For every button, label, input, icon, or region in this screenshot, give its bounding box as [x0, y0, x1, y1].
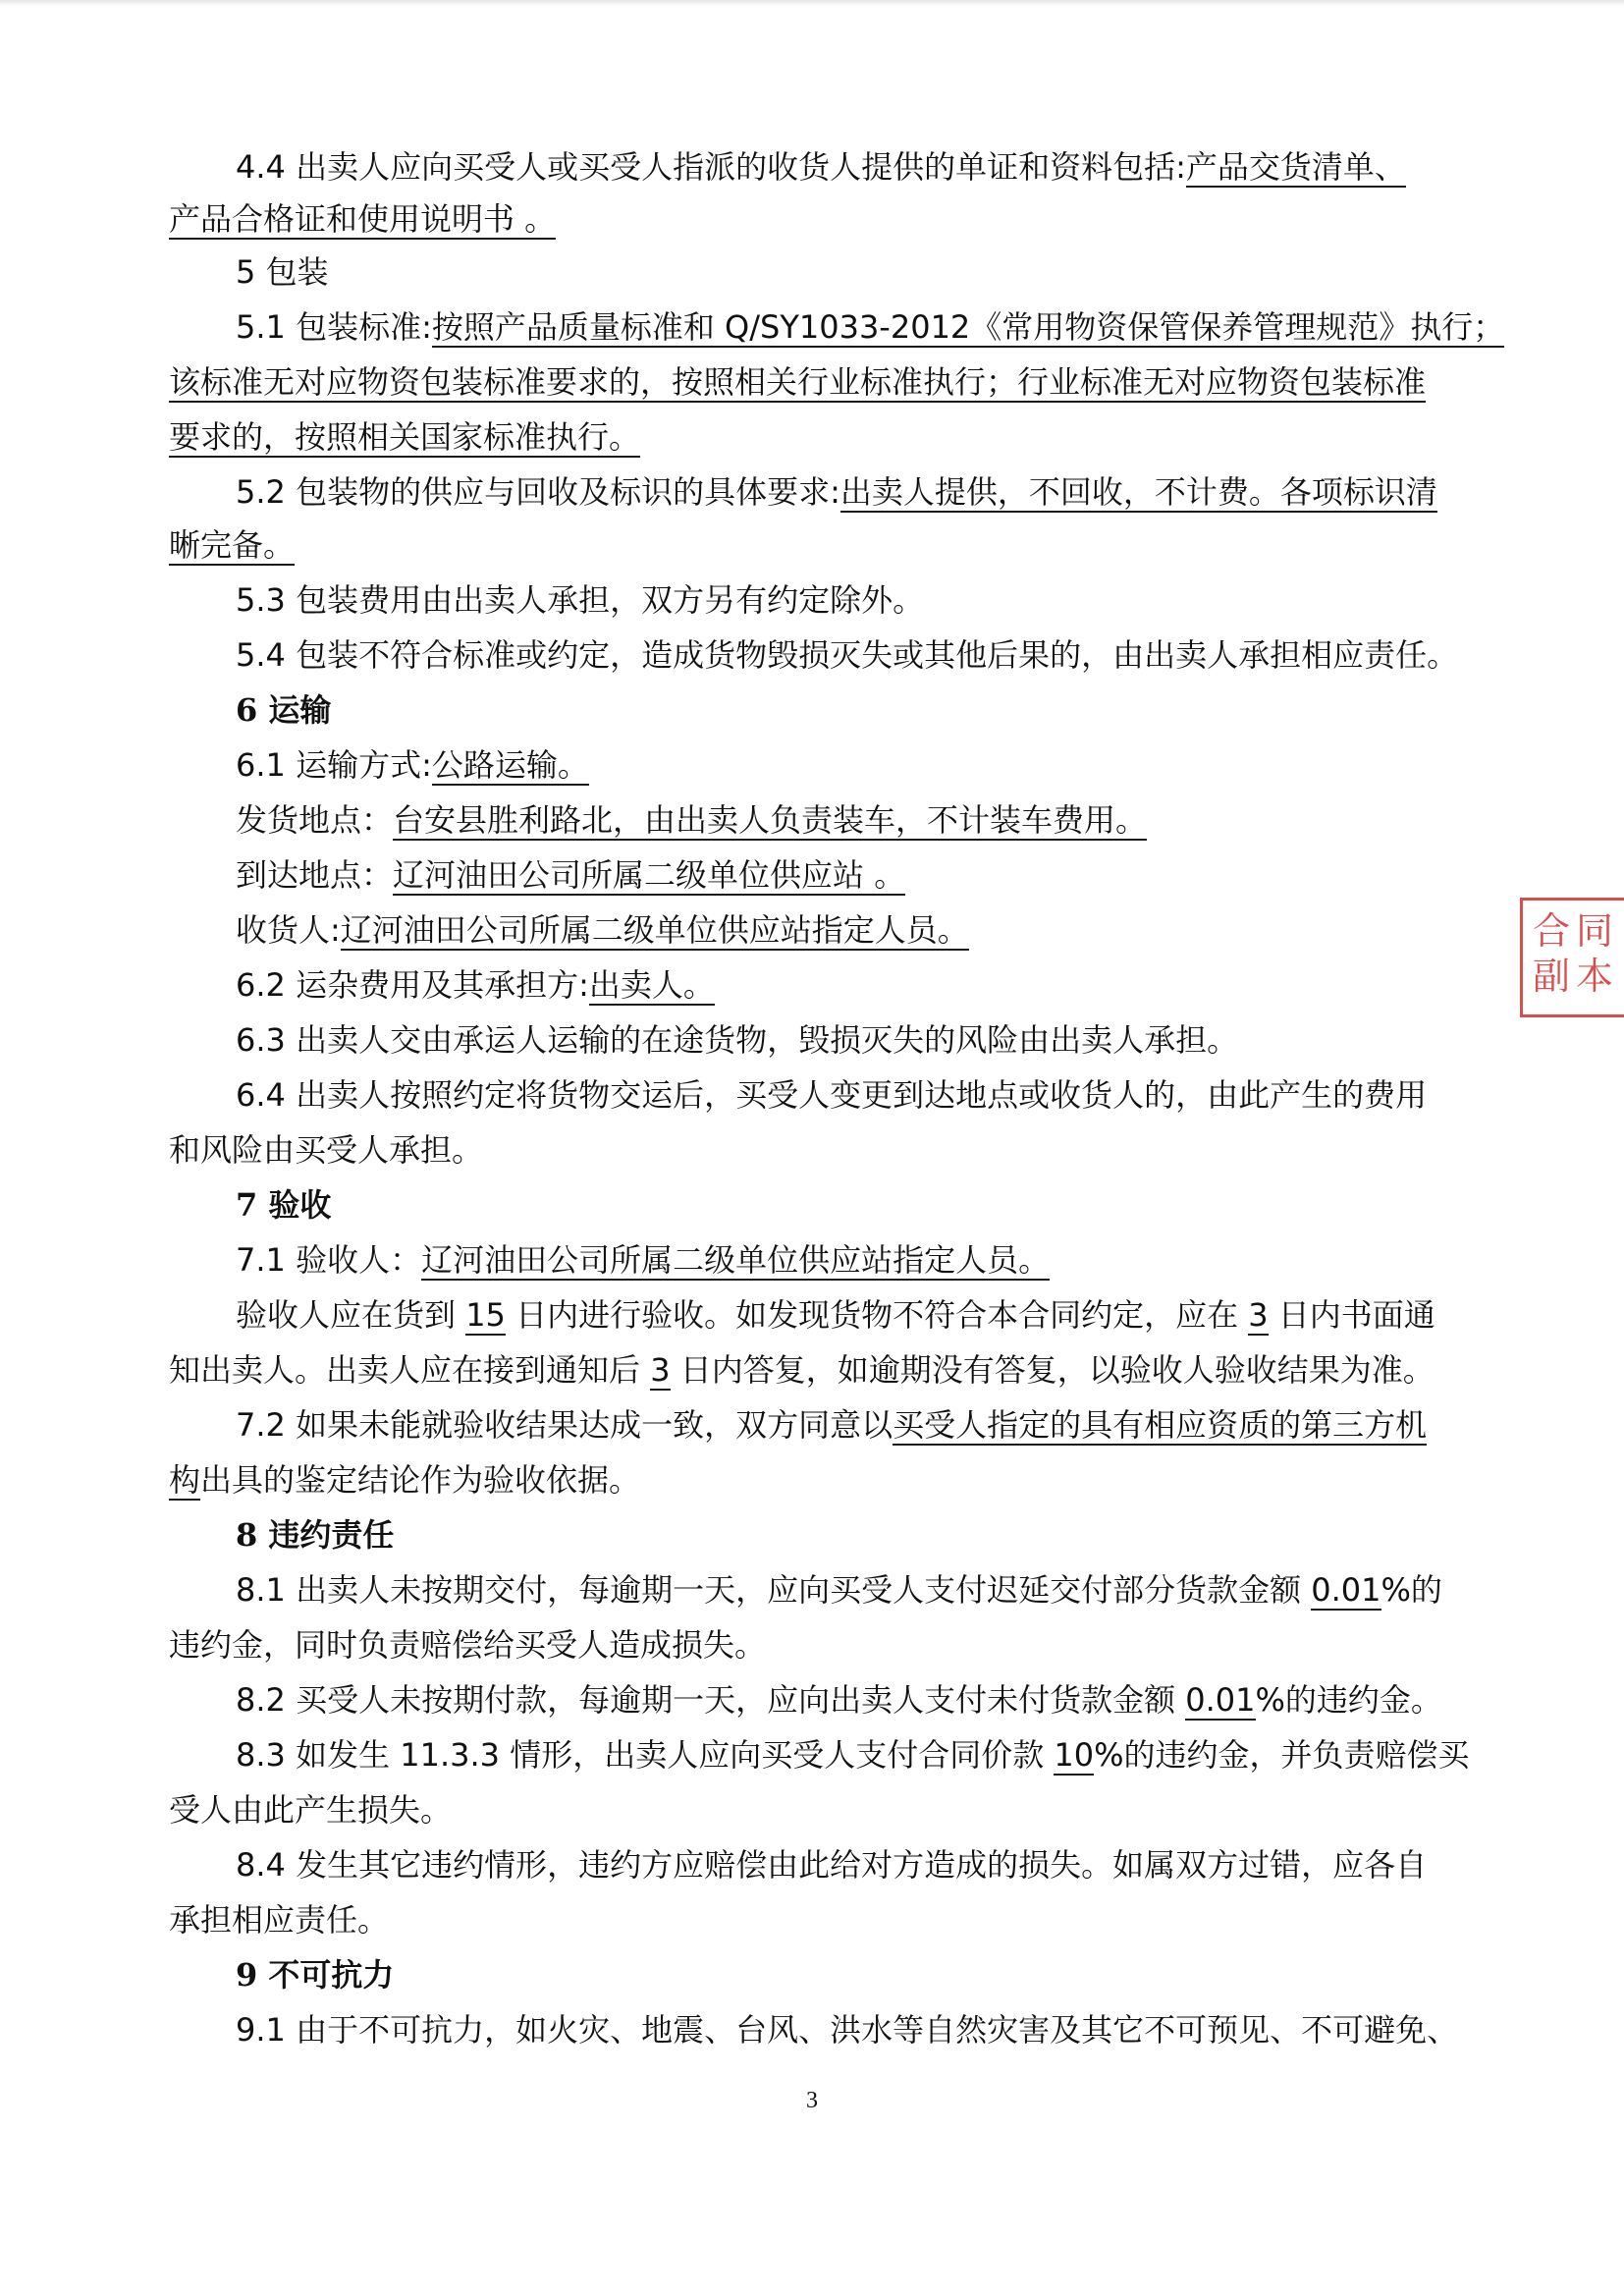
- shipping-location: [236, 800, 1147, 840]
- filled-blank: 构: [169, 1461, 201, 1499]
- clause-5-1-line-1: [236, 307, 1504, 347]
- line-text: 日内进行验收。如发现货物不符合本合同约定，应在: [505, 1296, 1249, 1334]
- line-text: 验收人应在货到: [236, 1296, 466, 1334]
- line-text: 5.2 包装物的供应与回收及标识的具体要求:: [236, 473, 840, 511]
- line-text: 6 运输: [236, 691, 332, 729]
- clause-4-4-line-2: [169, 199, 556, 239]
- clause-8-3-line-1: [236, 1735, 1470, 1775]
- clause-6-4-line-2: [169, 1130, 483, 1170]
- filled-blank: 该标准无对应物资包装标准要求的，按照相关行业标准执行；行业标准无对应物资包装标准: [169, 363, 1427, 401]
- filled-blank: 10: [1054, 1736, 1095, 1774]
- clause-8-2: [236, 1680, 1442, 1720]
- clause-8-4-line-1: [236, 1845, 1427, 1885]
- line-text: 日内书面通: [1268, 1296, 1435, 1334]
- line-text: 7.1 验收人：: [236, 1241, 422, 1279]
- line-text: 6.2 运杂费用及其承担方:: [236, 966, 589, 1004]
- clause-5-2-line-1: [236, 472, 1437, 512]
- arrival-location: [236, 855, 905, 895]
- line-text: 6.3 出卖人交由承运人运输的在途货物，毁损灭失的风险由出卖人承担。: [236, 1021, 1239, 1059]
- clause-7-1: [236, 1240, 1050, 1280]
- filled-blank: 3: [650, 1351, 671, 1389]
- line-text: %的: [1380, 1571, 1442, 1609]
- line-text: 5 包装: [236, 253, 329, 291]
- line-text: 8.3 如发生 11.3.3 情形，出卖人应向买受人支付合同价款: [236, 1736, 1055, 1774]
- clause-8-1-line-1: [236, 1570, 1442, 1610]
- clause-5-4: [236, 635, 1458, 675]
- line-text: %的违约金。: [1255, 1681, 1442, 1719]
- line-text: 受人由此产生损失。: [169, 1791, 453, 1829]
- line-text: 6.4 出卖人按照约定将货物交运后，买受人变更到达地点或收货人的，由此产生的费用: [236, 1076, 1428, 1114]
- clause-9-1-line-1: [236, 2010, 1458, 2050]
- line-text: 9.1 由于不可抗力，如火灾、地震、台风、洪水等自然灾害及其它不可预见、不可避免、: [236, 2011, 1459, 2049]
- line-text: 违约金，同时负责赔偿给买受人造成损失。: [169, 1626, 767, 1664]
- section-5-heading: [236, 252, 329, 292]
- filled-blank: 按照产品质量标准和 Q/SY1033-2012《常用物资保管保养管理规范》执行；: [431, 308, 1505, 346]
- clause-5-2-line-2: [169, 525, 295, 565]
- section-8-heading: [236, 1515, 394, 1555]
- line-text: 出具的鉴定结论作为验收依据。: [200, 1461, 641, 1499]
- line-text: 8.1 出卖人未按期交付，每逾期一天，应向买受人支付迟延交付部分货款金额: [236, 1571, 1312, 1609]
- line-text: 5.4 包装不符合标准或约定，造成货物毁损灭失或其他后果的，由出卖人承担相应责任。: [236, 636, 1459, 674]
- section-6-heading: [236, 690, 331, 730]
- filled-blank: 台安县胜利路北，由出卖人负责装车，不计装车费用。: [393, 801, 1148, 839]
- line-text: 4.4 出卖人应向买受人或买受人指派的收货人提供的单证和资料包括:: [236, 148, 1186, 186]
- clause-6-2: [236, 965, 715, 1005]
- scan-edge: [0, 0, 1624, 6]
- clause-8-3-line-2: [169, 1790, 452, 1830]
- clause-6-1: [236, 745, 589, 785]
- inspection-period-line-2: [169, 1350, 1435, 1390]
- inspection-period-line-1: [236, 1295, 1435, 1335]
- clause-5-1-line-2: [169, 362, 1426, 402]
- line-text: 发货地点：: [236, 801, 394, 839]
- filled-blank: 0.01: [1185, 1681, 1256, 1719]
- filled-blank: 辽河油田公司所属二级单位供应站 。: [393, 856, 906, 894]
- clause-7-2-line-1: [236, 1405, 1427, 1445]
- line-text: %的违约金，并负责赔偿买: [1094, 1736, 1470, 1774]
- clause-5-3: [236, 580, 924, 620]
- section-9-heading: [236, 1955, 394, 1995]
- line-text: 8.2 买受人未按期付款，每逾期一天，应向出卖人支付未付货款金额: [236, 1681, 1186, 1719]
- line-text: 7 验收: [236, 1186, 332, 1224]
- section-7-heading: [236, 1185, 331, 1225]
- line-text: 收货人:: [236, 911, 341, 949]
- line-text: 承担相应责任。: [169, 1901, 390, 1939]
- filled-blank: 15: [465, 1296, 506, 1334]
- seal-stamp: [1520, 898, 1624, 1017]
- line-text: 7.2 如果未能就验收结果达成一致，双方同意以: [236, 1406, 893, 1444]
- line-text: 5.1 包装标准:: [236, 308, 432, 346]
- clause-6-3: [236, 1020, 1238, 1060]
- line-text: 日内答复，如逾期没有答复，以验收人验收结果为准。: [670, 1351, 1435, 1389]
- clause-5-1-line-3: [169, 417, 640, 457]
- filled-blank: 出卖人。: [588, 966, 715, 1004]
- clause-8-4-line-2: [169, 1900, 389, 1940]
- line-text: 6.1 运输方式:: [236, 746, 432, 784]
- clause-7-2-line-2: [169, 1460, 640, 1500]
- line-text: 8.4 发生其它违约情形，违约方应赔偿由此给对方造成的损失。如属双方过错，应各自: [236, 1846, 1428, 1884]
- filled-blank: 0.01: [1311, 1571, 1381, 1609]
- filled-blank: 出卖人提供，不回收，不计费。各项标识清: [839, 473, 1437, 511]
- line-text: 知出卖人。出卖人应在接到通知后: [169, 1351, 651, 1389]
- filled-blank: 辽河油田公司所属二级单位供应站指定人员。: [421, 1241, 1051, 1279]
- filled-blank: 辽河油田公司所属二级单位供应站指定人员。: [340, 911, 969, 949]
- filled-blank: 产品合格证和使用说明书 。: [169, 200, 557, 238]
- filled-blank: 要求的，按照相关国家标准执行。: [169, 418, 641, 456]
- filled-blank: 晰完备。: [169, 526, 296, 564]
- line-text: 到达地点：: [236, 856, 394, 894]
- line-text: 9 不可抗力: [236, 1956, 395, 1994]
- consignee: [236, 910, 969, 950]
- clause-6-4-line-1: [236, 1075, 1427, 1115]
- filled-blank: 3: [1248, 1296, 1269, 1334]
- clause-4-4-line-1: [236, 147, 1406, 187]
- seal-stamp-text: 合同 副本: [1533, 909, 1620, 998]
- filled-blank: 公路运输。: [431, 746, 589, 784]
- line-text: 和风险由买受人承担。: [169, 1131, 484, 1169]
- line-text: 8 违约责任: [236, 1516, 395, 1554]
- filled-blank: 买受人指定的具有相应资质的第三方机: [893, 1406, 1428, 1444]
- page-number: 3: [806, 2088, 818, 2113]
- line-text: 5.3 包装费用由出卖人承担，双方另有约定除外。: [236, 581, 925, 619]
- clause-8-1-line-2: [169, 1625, 766, 1665]
- filled-blank: 产品交货清单、: [1185, 148, 1406, 186]
